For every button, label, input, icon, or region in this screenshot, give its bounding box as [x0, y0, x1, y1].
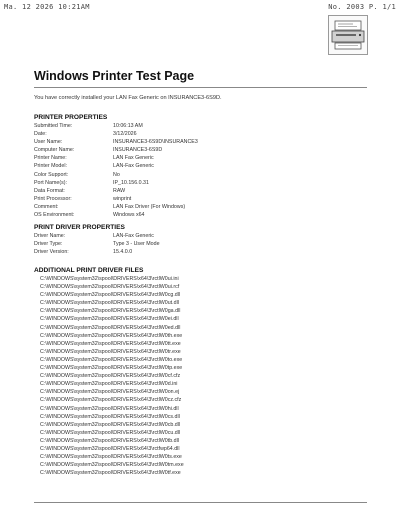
- driver-file-path: C:\WINDOWS\system32\spool\DRIVERS\x64\3\rctlW0tb.dll: [40, 437, 179, 444]
- property-label: Printer Name:: [34, 155, 67, 162]
- driver-file-path: C:\WINDOWS\system32\spool\DRIVERS\x64\3\rctlW0tr.exe: [40, 348, 181, 355]
- driver-file-path: C:\WINDOWS\system32\spool\DRIVERS\x64\3\rctlW0cu.dll: [40, 429, 181, 436]
- property-value: winprint: [113, 195, 132, 202]
- driver-file-path: C:\WINDOWS\system32\spool\DRIVERS\x64\3\rctlW0ui.rcf: [40, 284, 180, 291]
- driver-file-path: C:\WINDOWS\system32\spool\DRIVERS\x64\3\rctlW0cf.cfz: [40, 373, 181, 380]
- printer-properties-heading: PRINTER PROPERTIES: [34, 114, 108, 121]
- printer-test-logo-icon: [328, 15, 368, 55]
- property-row: [34, 249, 354, 257]
- page-title: Windows Printer Test Page: [34, 69, 195, 83]
- property-value: LAN Fax Generic: [113, 155, 154, 162]
- property-row: [34, 131, 354, 139]
- property-row: [34, 155, 354, 163]
- property-value: IP_10.156.0.31: [113, 179, 149, 186]
- property-value: No: [113, 171, 120, 178]
- driver-properties-heading: PRINT DRIVER PROPERTIES: [34, 224, 125, 231]
- driver-file-path: C:\WINDOWS\system32\spool\DRIVERS\x64\3\rctlW0ut.dll: [40, 300, 179, 307]
- driver-file-path: C:\WINDOWS\system32\spool\DRIVERS\x64\3\rctlW0tm.exe: [40, 462, 184, 469]
- property-label: Driver Type:: [34, 241, 63, 248]
- property-label: Comment:: [34, 203, 59, 210]
- property-value: LAN Fax Driver (For Windows): [113, 203, 186, 210]
- driver-file-path: C:\WINDOWS\system32\spool\DRIVERS\x64\3\rctfwp64.dll: [40, 445, 180, 452]
- driver-file-path: C:\WINDOWS\system32\spool\DRIVERS\x64\3\rctlW0cg.dll: [40, 292, 181, 299]
- driver-file-path: C:\WINDOWS\system32\spool\DRIVERS\x64\3\rctlW0on.ej: [40, 389, 180, 396]
- property-label: OS Environment:: [34, 212, 75, 219]
- driver-file-path: C:\WINDOWS\system32\spool\DRIVERS\x64\3\rctlW0to.exe: [40, 356, 183, 363]
- property-label: Computer Name:: [34, 147, 75, 154]
- property-row: [34, 180, 354, 188]
- driver-file-path: C:\WINDOWS\system32\spool\DRIVERS\x64\3\rctlW0tf.exe: [40, 470, 181, 477]
- property-value: INSURANCE3-6S9D\INSURANCE3: [113, 139, 198, 146]
- property-row: [34, 233, 354, 241]
- driver-file-path: C:\WINDOWS\system32\spool\DRIVERS\x64\3\rctlW0ga.dll: [40, 308, 181, 315]
- driver-file-path: C:\WINDOWS\system32\spool\DRIVERS\x64\3\rctlW0ui.ini: [40, 276, 179, 282]
- property-row: [34, 188, 354, 196]
- property-label: Port Name(s):: [34, 179, 67, 186]
- driver-file-path: C:\WINDOWS\system32\spool\DRIVERS\x64\3\rctlW0d.ini: [40, 381, 178, 388]
- fax-header-datetime: Ma. 12 2026 10:21AM: [4, 3, 90, 11]
- property-value: LAN-Fax Generic: [113, 233, 154, 239]
- property-label: Data Format:: [34, 187, 65, 194]
- property-row: [34, 172, 354, 180]
- driver-properties-list: [34, 233, 354, 257]
- property-value: LAN-Fax Generic: [113, 163, 154, 170]
- driver-file-path: C:\WINDOWS\system32\spool\DRIVERS\x64\3\rctlW0th.exe: [40, 332, 183, 339]
- property-label: Printer Model:: [34, 163, 67, 170]
- driver-file-path: C:\WINDOWS\system32\spool\DRIVERS\x64\3\rctlW0cz.cfz: [40, 397, 182, 404]
- driver-file-path: C:\WINDOWS\system32\spool\DRIVERS\x64\3\rctlW0ed.dll: [40, 324, 181, 331]
- property-label: Color Support:: [34, 171, 69, 178]
- property-row: [34, 139, 354, 147]
- driver-file-path: C:\WINDOWS\system32\spool\DRIVERS\x64\3\rctlW0hi.dll: [40, 405, 179, 412]
- property-row: [34, 123, 354, 131]
- fax-header-page-number: No. 2003 P. 1/1: [328, 3, 396, 11]
- property-value: 3/12/2026: [113, 131, 137, 138]
- property-value: INSURANCE3-6S9D: [113, 147, 163, 154]
- property-label: Submitted Time:: [34, 123, 73, 129]
- driver-file-path: C:\WINDOWS\system32\spool\DRIVERS\x64\3\rctlW0tt.exe: [40, 340, 181, 347]
- install-confirmation-text: You have correctly installed your LAN Fax Generic on INSURANCE3-6S9D.: [34, 95, 222, 101]
- property-value: RAW: [113, 187, 126, 194]
- property-row: [34, 163, 354, 171]
- footer-divider: [34, 502, 367, 503]
- property-row: [34, 196, 354, 204]
- property-label: Driver Version:: [34, 249, 69, 256]
- additional-files-heading: ADDITIONAL PRINT DRIVER FILES: [34, 267, 144, 274]
- property-value: 10:06:13 AM: [113, 123, 143, 129]
- property-label: User Name:: [34, 139, 63, 146]
- printer-properties-list: [34, 123, 354, 220]
- property-row: [34, 147, 354, 155]
- driver-file-path: C:\WINDOWS\system32\spool\DRIVERS\x64\3\rctlW0ei.dll: [40, 316, 179, 323]
- driver-file-path: C:\WINDOWS\system32\spool\DRIVERS\x64\3\rctlW0cs.dll: [40, 413, 180, 420]
- title-divider: [34, 87, 367, 88]
- property-value: 15.4.0.0: [113, 249, 133, 256]
- property-row: [34, 204, 354, 212]
- property-label: Driver Name:: [34, 233, 66, 239]
- driver-file-path: C:\WINDOWS\system32\spool\DRIVERS\x64\3\rctlW0cb.dll: [40, 421, 181, 428]
- property-row: [34, 212, 354, 220]
- driver-file-path: C:\WINDOWS\system32\spool\DRIVERS\x64\3\rctlW0ts.exe: [40, 454, 182, 461]
- property-value: Type 3 - User Mode: [113, 241, 160, 248]
- driver-file-path: C:\WINDOWS\system32\spool\DRIVERS\x64\3\rctlW0tp.exe: [40, 365, 183, 372]
- driver-files-list: [40, 276, 184, 478]
- property-label: Date:: [34, 131, 47, 138]
- property-value: Windows x64: [113, 212, 145, 219]
- fax-transmission-header: [4, 3, 396, 13]
- property-row: [34, 241, 354, 249]
- property-label: Print Processor:: [34, 195, 72, 202]
